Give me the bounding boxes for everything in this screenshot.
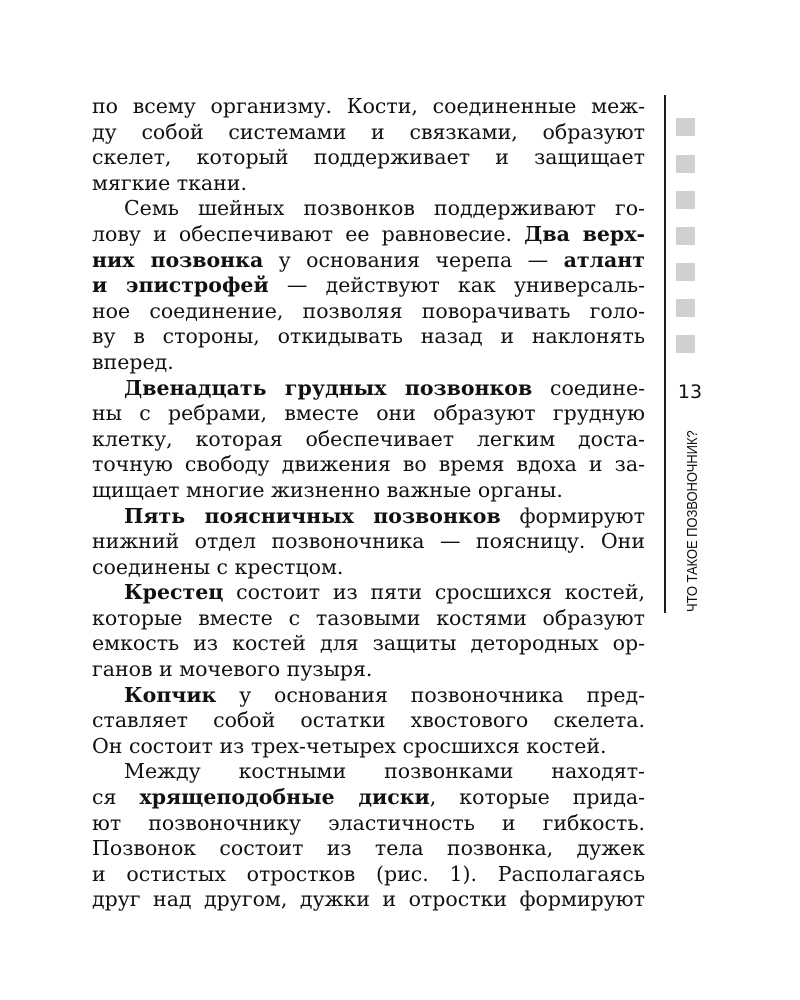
bold-term: Два верх- — [524, 221, 645, 246]
page-number: 13 — [677, 381, 703, 403]
text-run: формируют — [500, 503, 645, 528]
decorative-square — [676, 118, 695, 136]
text-line — [92, 248, 645, 274]
text-line — [92, 145, 645, 171]
paragraph — [92, 196, 645, 375]
text-run: скелет, который поддерживает и защищает — [92, 145, 645, 170]
decorative-square — [676, 263, 695, 281]
text-run: лову и обеспечивают ее равновесие. — [92, 221, 525, 246]
text-run: друг над другом, дужки и отростки формируют — [92, 887, 645, 912]
text-run: по всему организму. Кости, соединенные меж- — [92, 94, 645, 118]
text-run: ставляет собой остатки хвостового скелета. — [92, 708, 645, 733]
paragraph — [92, 504, 645, 581]
paragraph — [92, 759, 645, 913]
text-run: у основания черепа — — [263, 247, 564, 272]
text-line — [92, 683, 645, 709]
paragraph — [92, 580, 645, 682]
text-run: соединены с крестцом. — [92, 554, 344, 579]
body-text — [92, 94, 645, 913]
text-run: ют позвоночнику эластичность и гибкость. — [92, 810, 645, 835]
text-run: мягкие ткани. — [92, 170, 247, 195]
text-run: соедине- — [532, 375, 645, 400]
text-line — [92, 478, 645, 504]
text-line — [92, 94, 645, 120]
decorative-square — [676, 191, 695, 209]
decorative-square — [676, 335, 695, 353]
text-run: нижний отдел позвоночника — поясницу. Они — [92, 529, 645, 554]
text-run: ся — [92, 785, 140, 810]
bold-term: Крестец — [124, 580, 224, 605]
text-run: ву в стороны, откидывать назад и наклонять — [92, 324, 645, 349]
text-line — [92, 555, 645, 581]
text-line — [92, 836, 645, 862]
text-line — [92, 785, 645, 811]
text-run: емкость из костей для защиты детородных ор- — [92, 631, 645, 656]
text-run: состоит из пяти сросшихся костей, — [223, 580, 645, 605]
text-line — [92, 734, 645, 760]
text-line — [92, 324, 645, 350]
decorative-square — [676, 155, 695, 173]
decorative-square — [676, 299, 695, 317]
text-run: Семь шейных позвонков поддерживают го- — [124, 196, 645, 221]
text-run: щищает многие жизненно важные органы. — [92, 477, 563, 502]
text-run: ду собой системами и связками, образуют — [92, 119, 645, 144]
text-line — [92, 657, 645, 683]
bold-term: них позвонка — [92, 247, 264, 272]
text-run: ное соединение, позволяя поворачивать голо- — [92, 298, 645, 323]
text-line — [92, 401, 645, 427]
text-line — [92, 273, 645, 299]
text-line — [92, 452, 645, 478]
text-line — [92, 171, 645, 197]
bold-term: Копчик — [124, 682, 217, 707]
paragraph — [92, 94, 645, 196]
text-run: вперед. — [92, 349, 174, 374]
text-run: у основания позвоночника пред- — [216, 682, 645, 707]
text-line — [92, 427, 645, 453]
text-line — [92, 811, 645, 837]
text-line — [92, 887, 645, 913]
bold-term: Пять поясничных позвонков — [124, 503, 501, 528]
paragraph — [92, 376, 645, 504]
text-line — [92, 631, 645, 657]
text-run: — действуют как универсаль- — [268, 273, 645, 298]
text-run: ны с ребрами, вместе они образуют грудную — [92, 401, 645, 426]
text-run: клетку, которая обеспечивает легким доста- — [92, 426, 645, 451]
text-run: точную свободу движения во время вдоха и за- — [92, 452, 645, 477]
text-line — [92, 759, 645, 785]
text-line — [92, 376, 645, 402]
decorative-square — [676, 227, 695, 245]
text-run: и остистых отростков (рис. 1). Располагаясь — [92, 861, 645, 886]
text-run: , которые прида- — [429, 785, 645, 810]
running-head: ЧТО ТАКОЕ ПОЗВОНОЧНИК? — [685, 430, 701, 612]
bold-term: хрящеподобные диски — [139, 785, 430, 810]
text-run: которые вместе с тазовыми костями образуют — [92, 605, 645, 630]
text-line — [92, 299, 645, 325]
text-line — [92, 196, 645, 222]
bold-term: Двенадцать грудных позвонков — [124, 375, 533, 400]
paragraph — [92, 683, 645, 760]
text-line — [92, 708, 645, 734]
text-line — [92, 120, 645, 146]
bold-term: атлант — [563, 247, 645, 272]
text-line — [92, 529, 645, 555]
text-run: Позвонок состоит из тела позвонка, дужек — [92, 836, 645, 861]
text-run: Между костными позвонками находят- — [124, 759, 645, 784]
text-run: ганов и мочевого пузыря. — [92, 657, 373, 682]
text-run: Он состоит из трех-четырех сросшихся костей. — [92, 733, 607, 758]
text-line — [92, 350, 645, 376]
text-line — [92, 222, 645, 248]
text-line — [92, 606, 645, 632]
text-line — [92, 862, 645, 888]
margin-rule — [664, 95, 666, 613]
text-line — [92, 580, 645, 606]
text-line — [92, 504, 645, 530]
bold-term: и эпистрофей — [92, 273, 269, 298]
